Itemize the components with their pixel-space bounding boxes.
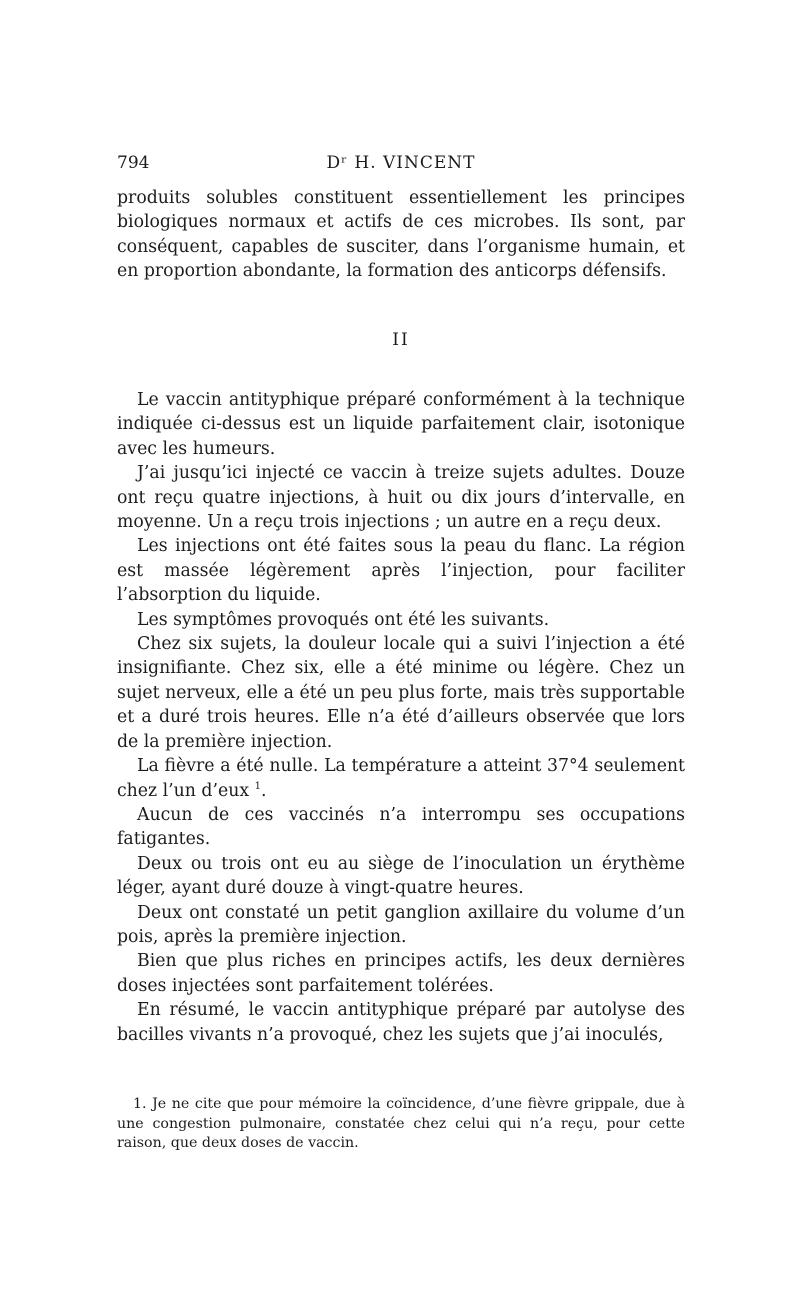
paragraph-fever	[117, 754, 685, 803]
continuation-paragraph: produits solubles constituent essentiellement les principes biologiques normaux et actifs de ces microbes. Ils sont, par conséquent, capables de susciter, dans l’organisme humain, et en proportion abondante, la formation des anticorps défensifs.	[117, 188, 685, 282]
fever-text: La fièvre a été nulle. La température a atteint 37°4 seulement chez l’un d’eux	[117, 756, 685, 801]
section-body	[117, 388, 685, 1047]
paragraph-vaccine-description: Le vaccin antityphique préparé conformément à la technique indiquée ci-dessus est un liquide parfaitement clair, isotonique avec les humeurs.	[117, 390, 685, 459]
paragraph-local-pain: Chez six sujets, la douleur locale qui a suivi l’injection a été insignifiante. Chez six, elle a été minime ou légère. Chez un sujet nerveux, elle a été un peu plus forte, mais très supportable et a duré trois heures. Elle n’a été d’ailleurs observée que lors de la première injection.	[117, 634, 685, 752]
footnote: 1. Je ne cite que pour mémoire la coïncidence, d’une fièvre grippale, due à une congestion pulmonaire, constatée chez celui qui n’a reçu, pour cette raison, que deux doses de vaccin.	[117, 1096, 685, 1151]
section-heading: II	[392, 330, 410, 350]
paragraph-erythema: Deux ou trois ont eu au siège de l’inoculation un érythème léger, ayant duré douze à vingt-quatre heures.	[117, 853, 685, 899]
paragraph-summary: En résumé, le vaccin antityphique préparé par autolyse des bacilles vivants n’a provoqué, chez les sujets que j’ai inoculés,	[117, 1000, 685, 1045]
paragraph-injected-subjects: J’ai jusqu’ici injecté ce vaccin à treize sujets adultes. Douze ont reçu quatre injections, à huit ou dix jours d’intervalle, en moyenne. Un a reçu trois injections ; un autre en a reçu deux.	[117, 463, 685, 533]
paragraph-injection-site: Les injections ont été faites sous la peau du flanc. La région est massée légèrement après l’injection, pour faciliter l’absorption du liquide.	[117, 536, 685, 606]
paragraph-symptoms-intro: Les symptômes provoqués ont été les suivants.	[137, 609, 550, 630]
footnote-marker: 1	[254, 780, 261, 792]
paragraph-occupations: Aucun de ces vaccinés n’a interrompu ses occupations fatigantes.	[117, 804, 685, 850]
page-number: 794	[117, 153, 150, 173]
fever-sentence-end: .	[260, 780, 267, 801]
running-head-author: Dʳ H. VINCENT	[326, 153, 476, 173]
paragraph-ganglion: Deux ont constaté un petit ganglion axillaire du volume d’un pois, après la première injection.	[117, 902, 685, 947]
running-head	[117, 151, 685, 175]
paragraph-doses-tolerated: Bien que plus riches en principes actifs, les deux dernières doses injectées sont parfaitement tolérées.	[117, 951, 685, 996]
